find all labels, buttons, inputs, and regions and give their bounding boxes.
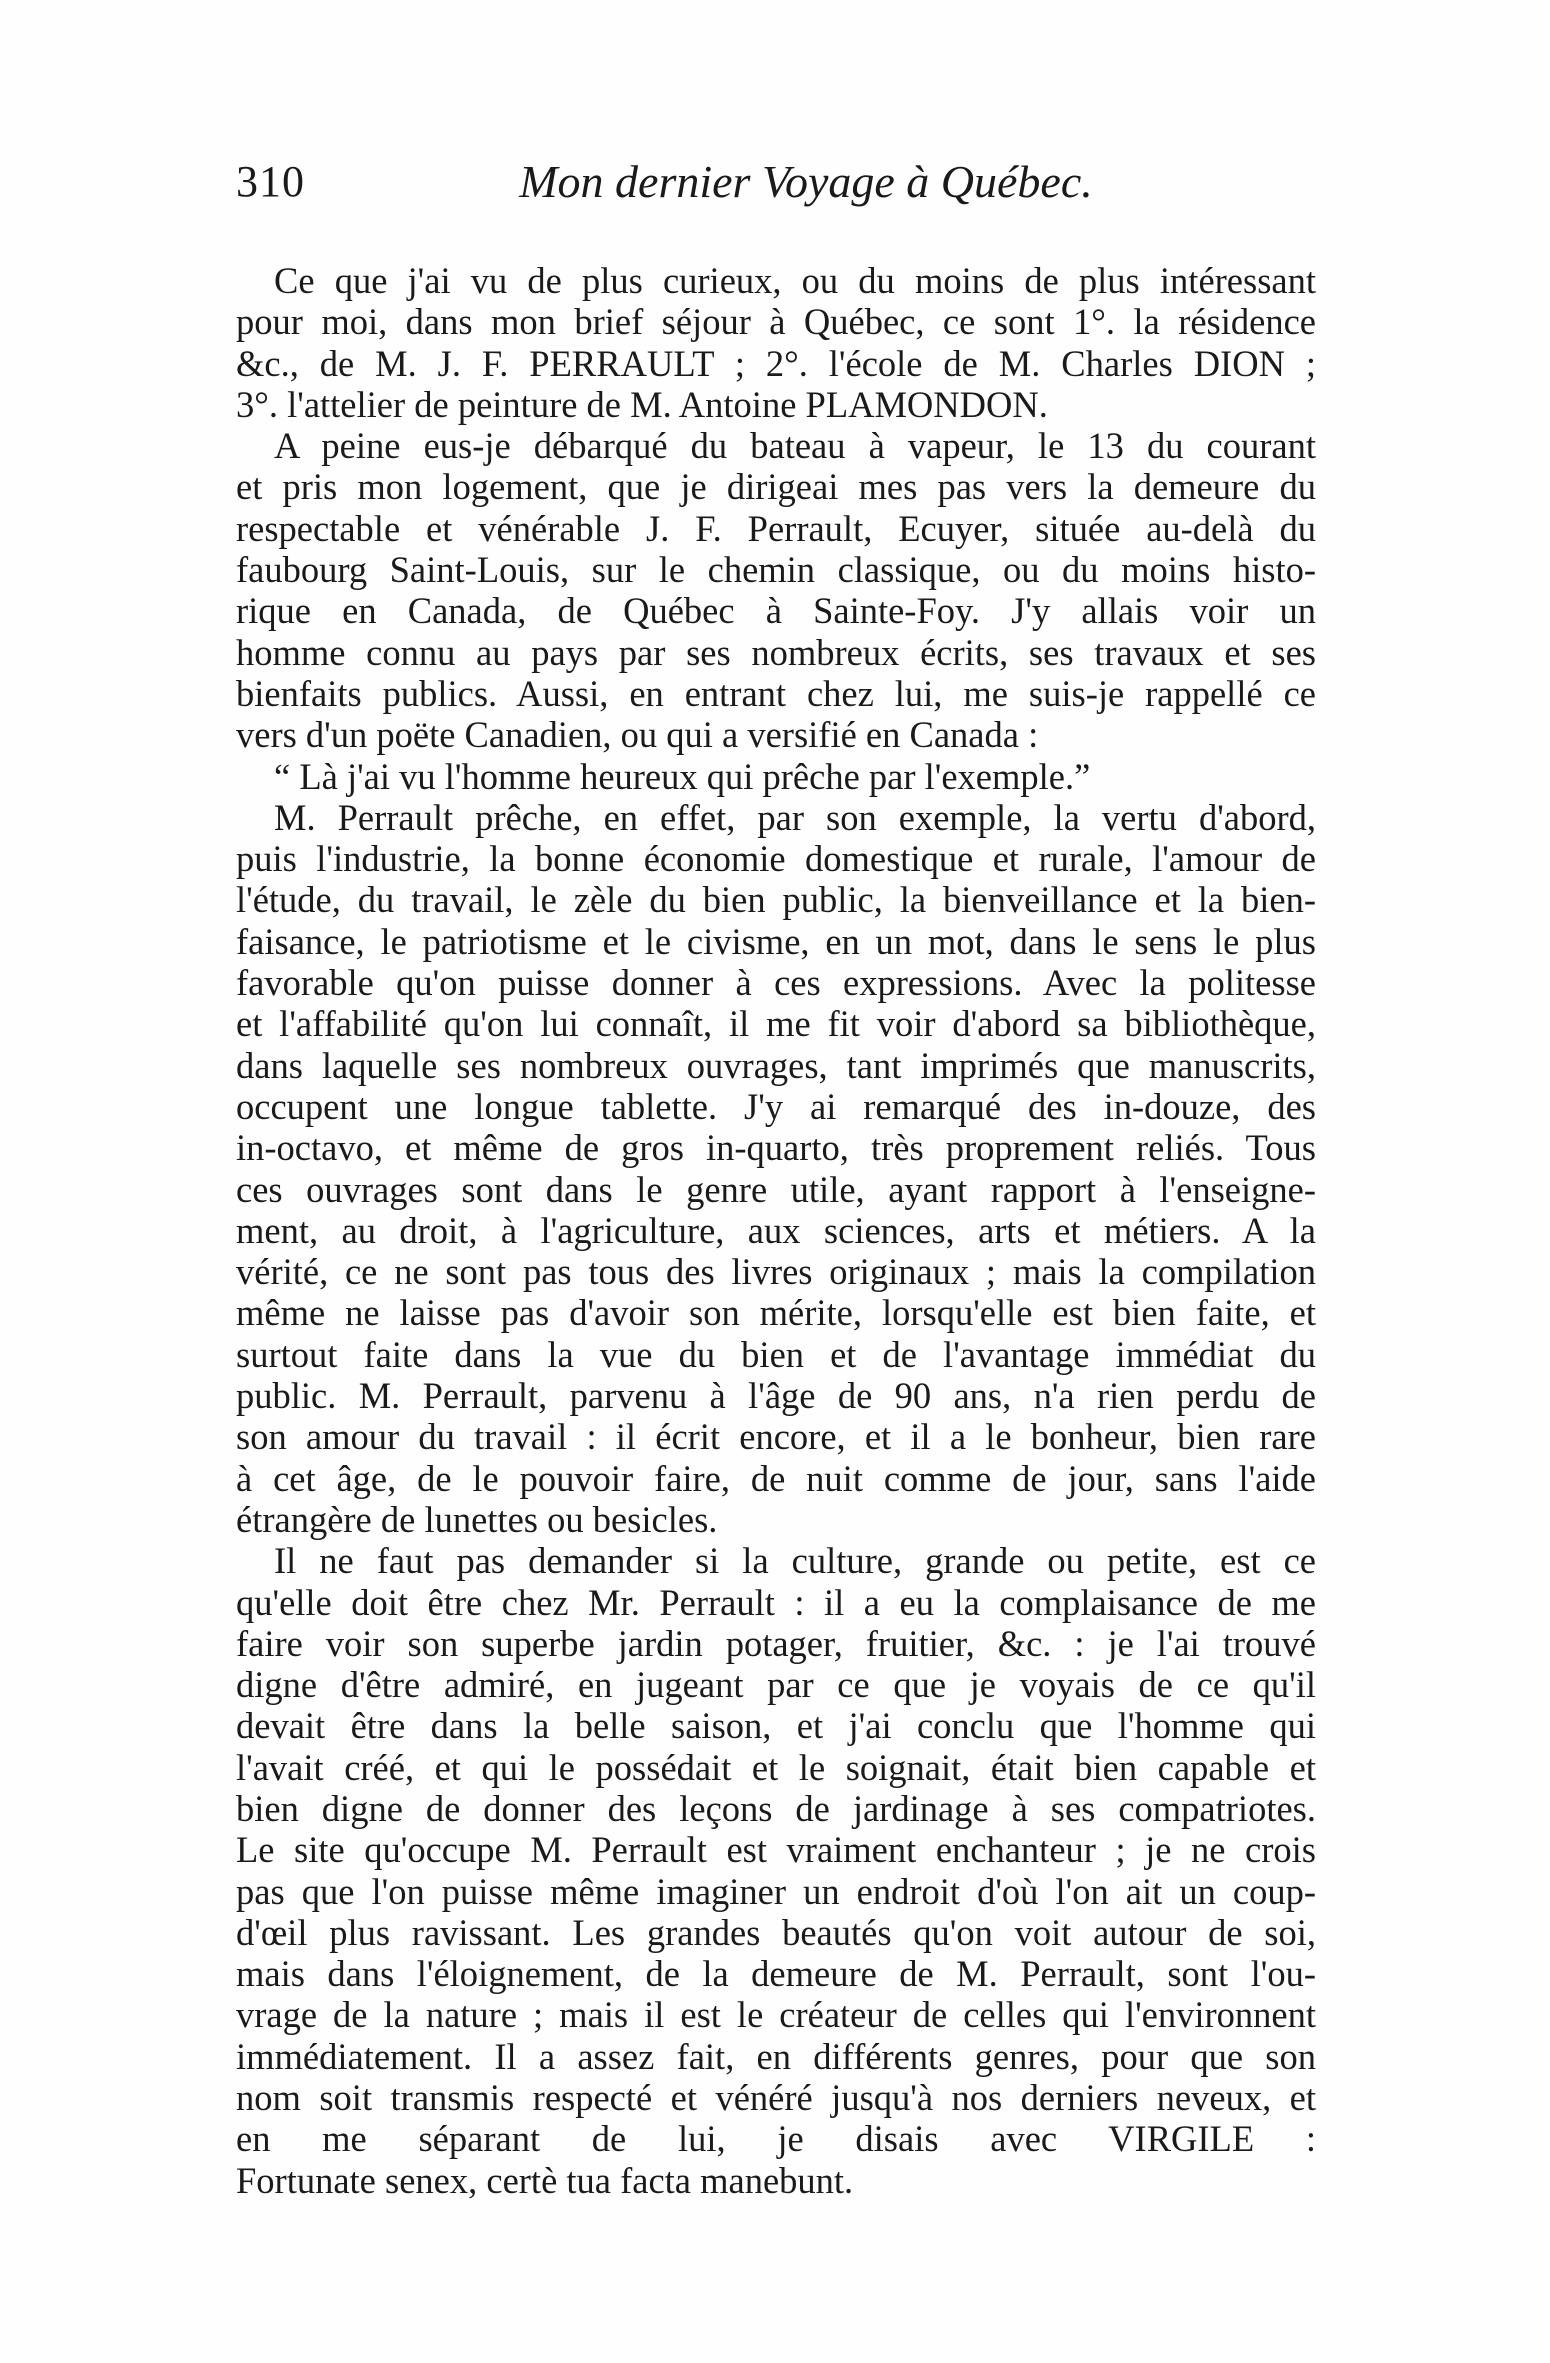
text-line: vers d'un poëte Canadien, ou qui a versifié en Canada :: [236, 714, 1039, 756]
text-line: son amour du travail : il écrit encore, et il a le bonheur, bien rare: [236, 1416, 1316, 1458]
text-line: devait être dans la belle saison, et j'ai conclu que l'homme qui: [236, 1705, 1316, 1747]
text-line: nom soit transmis respecté et vénéré jusqu'à nos derniers neveux, et: [236, 2077, 1316, 2119]
text-line: vrage de la nature ; mais il est le créateur de celles qui l'environnent: [236, 1994, 1316, 2036]
running-title: Mon dernier Voyage à Québec.: [519, 156, 1093, 207]
text-line: surtout faite dans la vue du bien et de l'avantage immédiat du: [236, 1333, 1316, 1375]
text-line: in-octavo, et même de gros in-quarto, très proprement reliés. Tous: [236, 1127, 1316, 1169]
text-line: pour moi, dans mon brief séjour à Québec, ce sont 1°. la résidence: [236, 301, 1316, 343]
text-line: d'œil plus ravissant. Les grandes beautés qu'on voit autour de soi,: [236, 1911, 1316, 1953]
text-line: ment, au droit, à l'agriculture, aux sciences, arts et métiers. A la: [236, 1209, 1316, 1251]
text-line: bienfaits publics. Aussi, en entrant chez lui, me suis-je rappellé ce: [236, 672, 1316, 714]
text-line: public. M. Perrault, parvenu à l'âge de 90 ans, n'a rien perdu de: [236, 1375, 1316, 1417]
text-line: Ce que j'ai vu de plus curieux, ou du moins de plus intéressant: [274, 260, 1316, 301]
text-line: respectable et vénérable J. F. Perrault, Ecuyer, située au-delà du: [236, 507, 1316, 549]
latin-quotation: [236, 2201, 1316, 2242]
text-line: dans laquelle ses nombreux ouvrages, tant imprimés que manuscrits,: [236, 1044, 1316, 1086]
text-line: occupent une longue tablette. J'y ai remarqué des in-douze, des: [236, 1085, 1316, 1127]
text-line: à cet âge, de le pouvoir faire, de nuit comme de jour, sans l'aide: [236, 1457, 1316, 1499]
text-line: favorable qu'on puisse donner à ces expressions. Avec la politesse: [236, 962, 1316, 1004]
text-line: 3°. l'attelier de peinture de M. Antoine PLAMONDON.: [236, 383, 1048, 425]
text-line: l'avait créé, et qui le possédait et le soignait, était bien capable et: [236, 1746, 1316, 1788]
text-line: faubourg Saint-Louis, sur le chemin classique, ou du moins histo-: [236, 549, 1316, 591]
text-line: en me séparant de lui, je disais avec VIRGILE :: [236, 2118, 1316, 2160]
text-line: rique en Canada, de Québec à Sainte-Foy. J'y allais voir un: [236, 590, 1316, 632]
text-line: M. Perrault prêche, en effet, par son exemple, la vertu d'abord,: [274, 796, 1316, 838]
text-line: qu'elle doit être chez Mr. Perrault : il a eu la complaisance de me: [236, 1581, 1316, 1623]
running-head: [236, 152, 1316, 212]
text-line: pas que l'on puisse même imaginer un endroit d'où l'on ait un coup-: [236, 1870, 1316, 1912]
text-line: l'étude, du travail, le zèle du bien public, la bienveillance et la bien-: [236, 879, 1316, 921]
text-line: bien digne de donner des leçons de jardinage à ses compatriotes.: [236, 1787, 1316, 1829]
text-line: digne d'être admiré, en jugeant par ce que je voyais de ce qu'il: [236, 1664, 1316, 1706]
text-line: Le site qu'occupe M. Perrault est vraiment enchanteur ; je ne crois: [236, 1829, 1316, 1871]
text-line: puis l'industrie, la bonne économie domestique et rurale, l'amour de: [236, 838, 1316, 880]
page-number: 310: [236, 157, 305, 206]
text-line: homme connu au pays par ses nombreux écrits, ses travaux et ses: [236, 631, 1316, 673]
text-line: &c., de M. J. F. PERRAULT ; 2°. l'école de M. Charles DION ;: [236, 342, 1316, 384]
text-line: et pris mon logement, que je dirigeai mes pas vers la demeure du: [236, 466, 1316, 508]
text-line: mais dans l'éloignement, de la demeure de M. Perrault, sont l'ou-: [236, 1953, 1316, 1995]
quoted-verse: “ Là j'ai vu l'homme heureux qui prêche par l'exemple.”: [274, 755, 1091, 797]
text-line: ces ouvrages sont dans le genre utile, ayant rapport à l'enseigne-: [236, 1168, 1316, 1210]
text-line: Fortunate senex, certè tua facta manebunt.: [236, 2159, 854, 2201]
text-line: faisance, le patriotisme et le civisme, en un mot, dans le sens le plus: [236, 920, 1316, 962]
text-line: étrangère de lunettes ou besicles.: [236, 1498, 718, 1540]
text-line: vérité, ce ne sont pas tous des livres originaux ; mais la compilation: [236, 1251, 1316, 1293]
text-line: faire voir son superbe jardin potager, fruitier, &c. : je l'ai trouvé: [236, 1622, 1316, 1664]
text-line: A peine eus-je débarqué du bateau à vapeur, le 13 du courant: [274, 425, 1316, 467]
body-text: [236, 260, 1316, 2242]
text-line: et l'affabilité qu'on lui connaît, il me fit voir d'abord sa bibliothèque,: [236, 1003, 1316, 1045]
text-line: même ne laisse pas d'avoir son mérite, lorsqu'elle est bien faite, et: [236, 1292, 1316, 1334]
text-line: Il ne faut pas demander si la culture, grande ou petite, est ce: [274, 1540, 1316, 1582]
text-line: immédiatement. Il a assez fait, en différents genres, pour que son: [236, 2035, 1316, 2077]
